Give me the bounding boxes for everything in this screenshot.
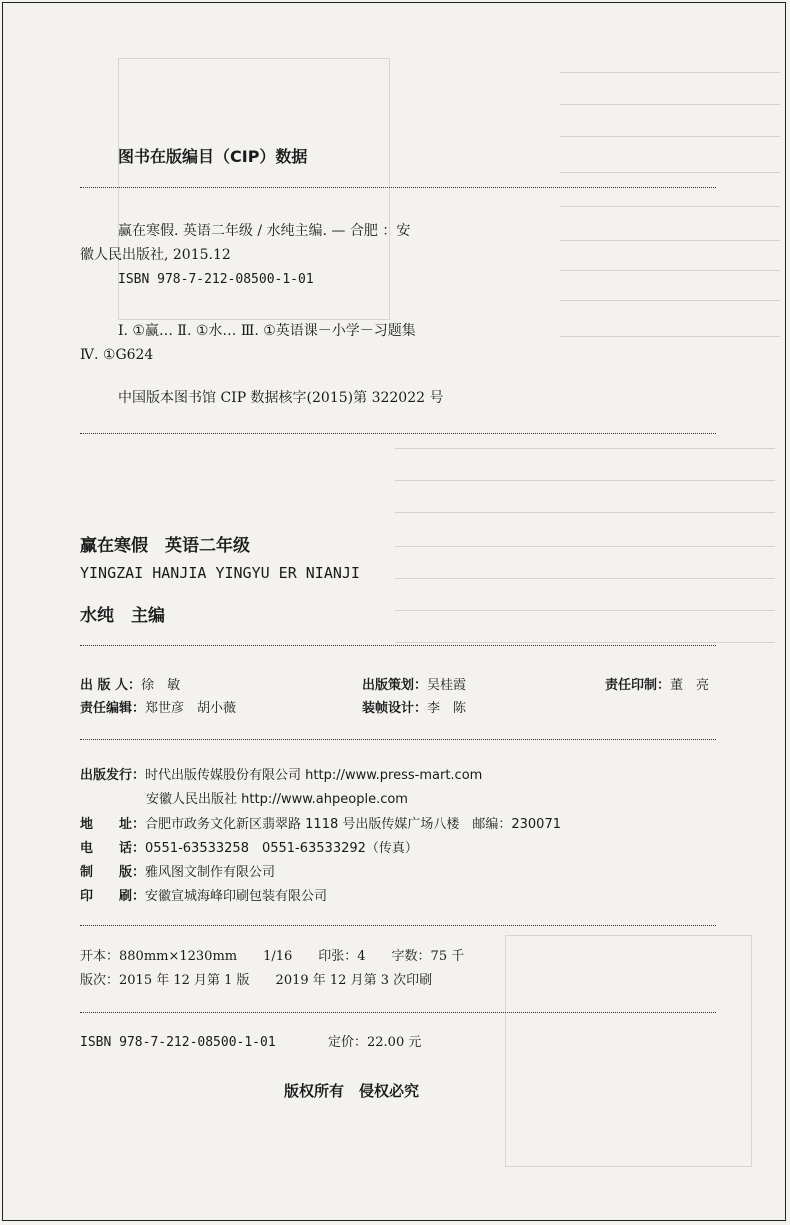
- issue-line-1: 时代出版传媒股份有限公司 http://www.press-mart.com: [145, 768, 483, 783]
- cip-isbn: ISBN 978-7-212-08500-1-01: [118, 272, 314, 287]
- issue-line-2: 安徽人民出版社 http://www.ahpeople.com: [146, 792, 408, 807]
- address-row: [80, 816, 561, 834]
- specs-line-1: 开本：880mm×1230mm 1/16 印张：4 字数：75 千: [80, 949, 465, 964]
- issue-label: 出版发行：: [80, 768, 146, 783]
- address-label: 地 址：: [80, 817, 146, 832]
- publisher-name: 徐 敏: [141, 678, 181, 693]
- issue-row: [80, 767, 482, 785]
- cip-number: 中国版本图书馆 CIP 数据核字(2015)第 322022 号: [118, 390, 444, 406]
- printer-row: [80, 888, 327, 906]
- design-name: 李 陈: [427, 701, 467, 716]
- planning-row: [362, 677, 466, 695]
- printer: 安徽宣城海峰印刷包装有限公司: [145, 889, 328, 904]
- footer-isbn: ISBN 978-7-212-08500-1-01: [80, 1035, 276, 1050]
- plate-label: 制 版：: [80, 865, 146, 880]
- divider: [80, 187, 716, 188]
- editor-names: 郑世彦 胡小薇: [145, 701, 237, 716]
- cip-line-1: 赢在寒假. 英语二年级 / 水纯主编. — 合肥 ：安: [118, 223, 411, 239]
- cip-heading: 图书在版编目（CIP）数据: [118, 147, 308, 166]
- divider: [80, 925, 716, 926]
- publisher-row: [80, 677, 180, 695]
- plate-row: [80, 864, 275, 882]
- publisher-label: 出 版 人：: [80, 678, 142, 693]
- editor-row: [80, 700, 236, 718]
- phone-label: 电 话：: [80, 841, 146, 856]
- divider: [80, 1012, 716, 1013]
- phone-row: [80, 840, 418, 858]
- printing-resp-name: 董 亮: [670, 678, 710, 693]
- editor-label: 责任编辑：: [80, 701, 146, 716]
- design-row: [362, 700, 466, 718]
- plate-maker: 雅风图文制作有限公司: [145, 865, 276, 880]
- cip-classification-1: Ⅰ. ①赢… Ⅱ. ①水… Ⅲ. ①英语课－小学－习题集: [118, 323, 416, 339]
- copyright-notice: 版权所有 侵权必究: [284, 1082, 420, 1100]
- printing-resp-label: 责任印制：: [605, 678, 671, 693]
- address: 合肥市政务文化新区翡翠路 1118 号出版传媒广场八楼 邮编：230071: [145, 817, 561, 832]
- divider: [80, 433, 716, 434]
- book-title: 赢在寒假 英语二年级: [80, 536, 250, 556]
- printer-label: 印 刷：: [80, 889, 146, 904]
- price: 定价：22.00 元: [328, 1035, 422, 1050]
- specs-line-2: 版次：2015 年 12 月第 1 版 2019 年 12 月第 3 次印刷: [80, 973, 433, 988]
- printing-resp-row: [605, 677, 709, 695]
- cip-classification-2: Ⅳ. ①G624: [80, 347, 154, 363]
- planning-name: 吴桂霞: [427, 678, 467, 693]
- cip-line-2: 徽人民出版社, 2015.12: [80, 247, 231, 263]
- design-label: 装帧设计：: [362, 701, 428, 716]
- divider: [80, 645, 716, 646]
- book-title-pinyin: YINGZAI HANJIA YINGYU ER NIANJI: [80, 564, 360, 582]
- phone: 0551-63533258 0551-63533292（传真）: [145, 841, 418, 856]
- divider: [80, 739, 716, 740]
- planning-label: 出版策划：: [362, 678, 428, 693]
- chief-editor: 水纯 主编: [80, 606, 165, 626]
